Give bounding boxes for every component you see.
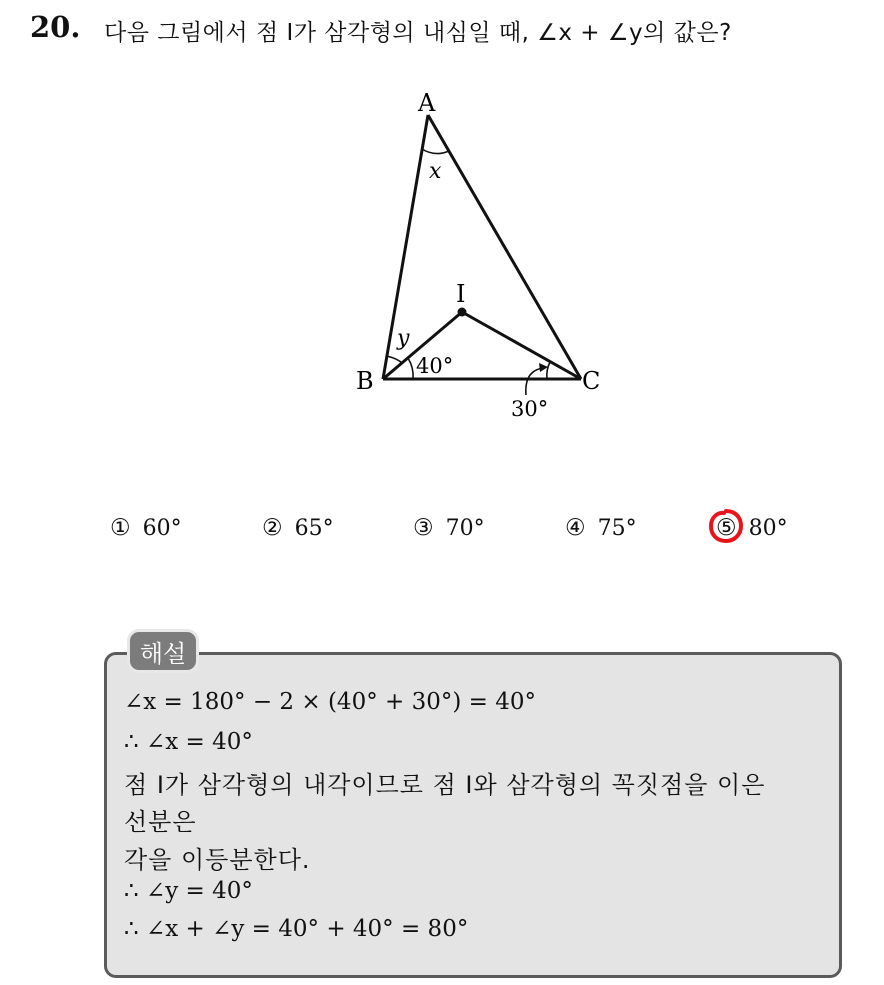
question-number: 20.: [30, 10, 81, 44]
solution-line-6: ∴ ∠y = 40°: [124, 878, 253, 904]
angle-arc-y: [387, 356, 402, 363]
angle-label-y: y: [397, 326, 410, 351]
solution-line-5: 각을 이등분한다.: [124, 846, 311, 874]
solution-line-1: ∠x = 180° − 2 × (40° + 30°) = 40°: [124, 689, 536, 715]
solution-line-2: ∴ ∠x = 40°: [124, 729, 253, 755]
angle-label-x: x: [429, 159, 442, 184]
choice-value: 70°: [445, 516, 485, 541]
choice-value: 75°: [597, 516, 637, 541]
angle-arc-40: [408, 358, 413, 379]
choice-value: 80°: [748, 516, 788, 541]
incenter-label-I: I: [456, 280, 466, 308]
answer-mark-circle: [708, 508, 744, 544]
angle-label-40: 40°: [416, 354, 454, 378]
choice-value: 65°: [294, 516, 334, 541]
choice-3[interactable]: [413, 515, 485, 541]
incenter-point: [458, 308, 467, 317]
vertex-label-C: C: [582, 367, 601, 395]
question-text: 다음 그림에서 점 I가 삼각형의 내심일 때, ∠x + ∠y의 값은?: [104, 20, 732, 46]
choice-4[interactable]: [565, 515, 637, 541]
choice-number: ⑤: [716, 515, 737, 541]
choice-1[interactable]: [110, 515, 182, 541]
side-AC: [428, 115, 581, 379]
choice-number: ①: [110, 515, 131, 541]
vertex-label-B: B: [356, 367, 374, 395]
triangle-figure: [340, 85, 620, 435]
solution-tab-label: 해설: [127, 629, 199, 673]
angle-label-30: 30°: [511, 397, 549, 421]
choice-2[interactable]: [262, 515, 334, 541]
choice-number: ④: [565, 515, 586, 541]
vertex-label-A: A: [418, 89, 436, 117]
solution-line-7: ∴ ∠x + ∠y = 40° + 40° = 80°: [124, 916, 469, 942]
angle-arc-x: [422, 149, 449, 154]
choice-value: 60°: [142, 516, 182, 541]
solution-line-4: 선분은: [124, 808, 197, 836]
choice-number: ②: [262, 515, 283, 541]
solution-line-3: 점 I가 삼각형의 내각이므로 점 I와 삼각형의 꼭짓점을 이은: [124, 771, 766, 799]
pointer-arrow-30: [526, 368, 543, 395]
choice-number: ③: [413, 515, 434, 541]
angle-arc-30: [547, 362, 550, 379]
